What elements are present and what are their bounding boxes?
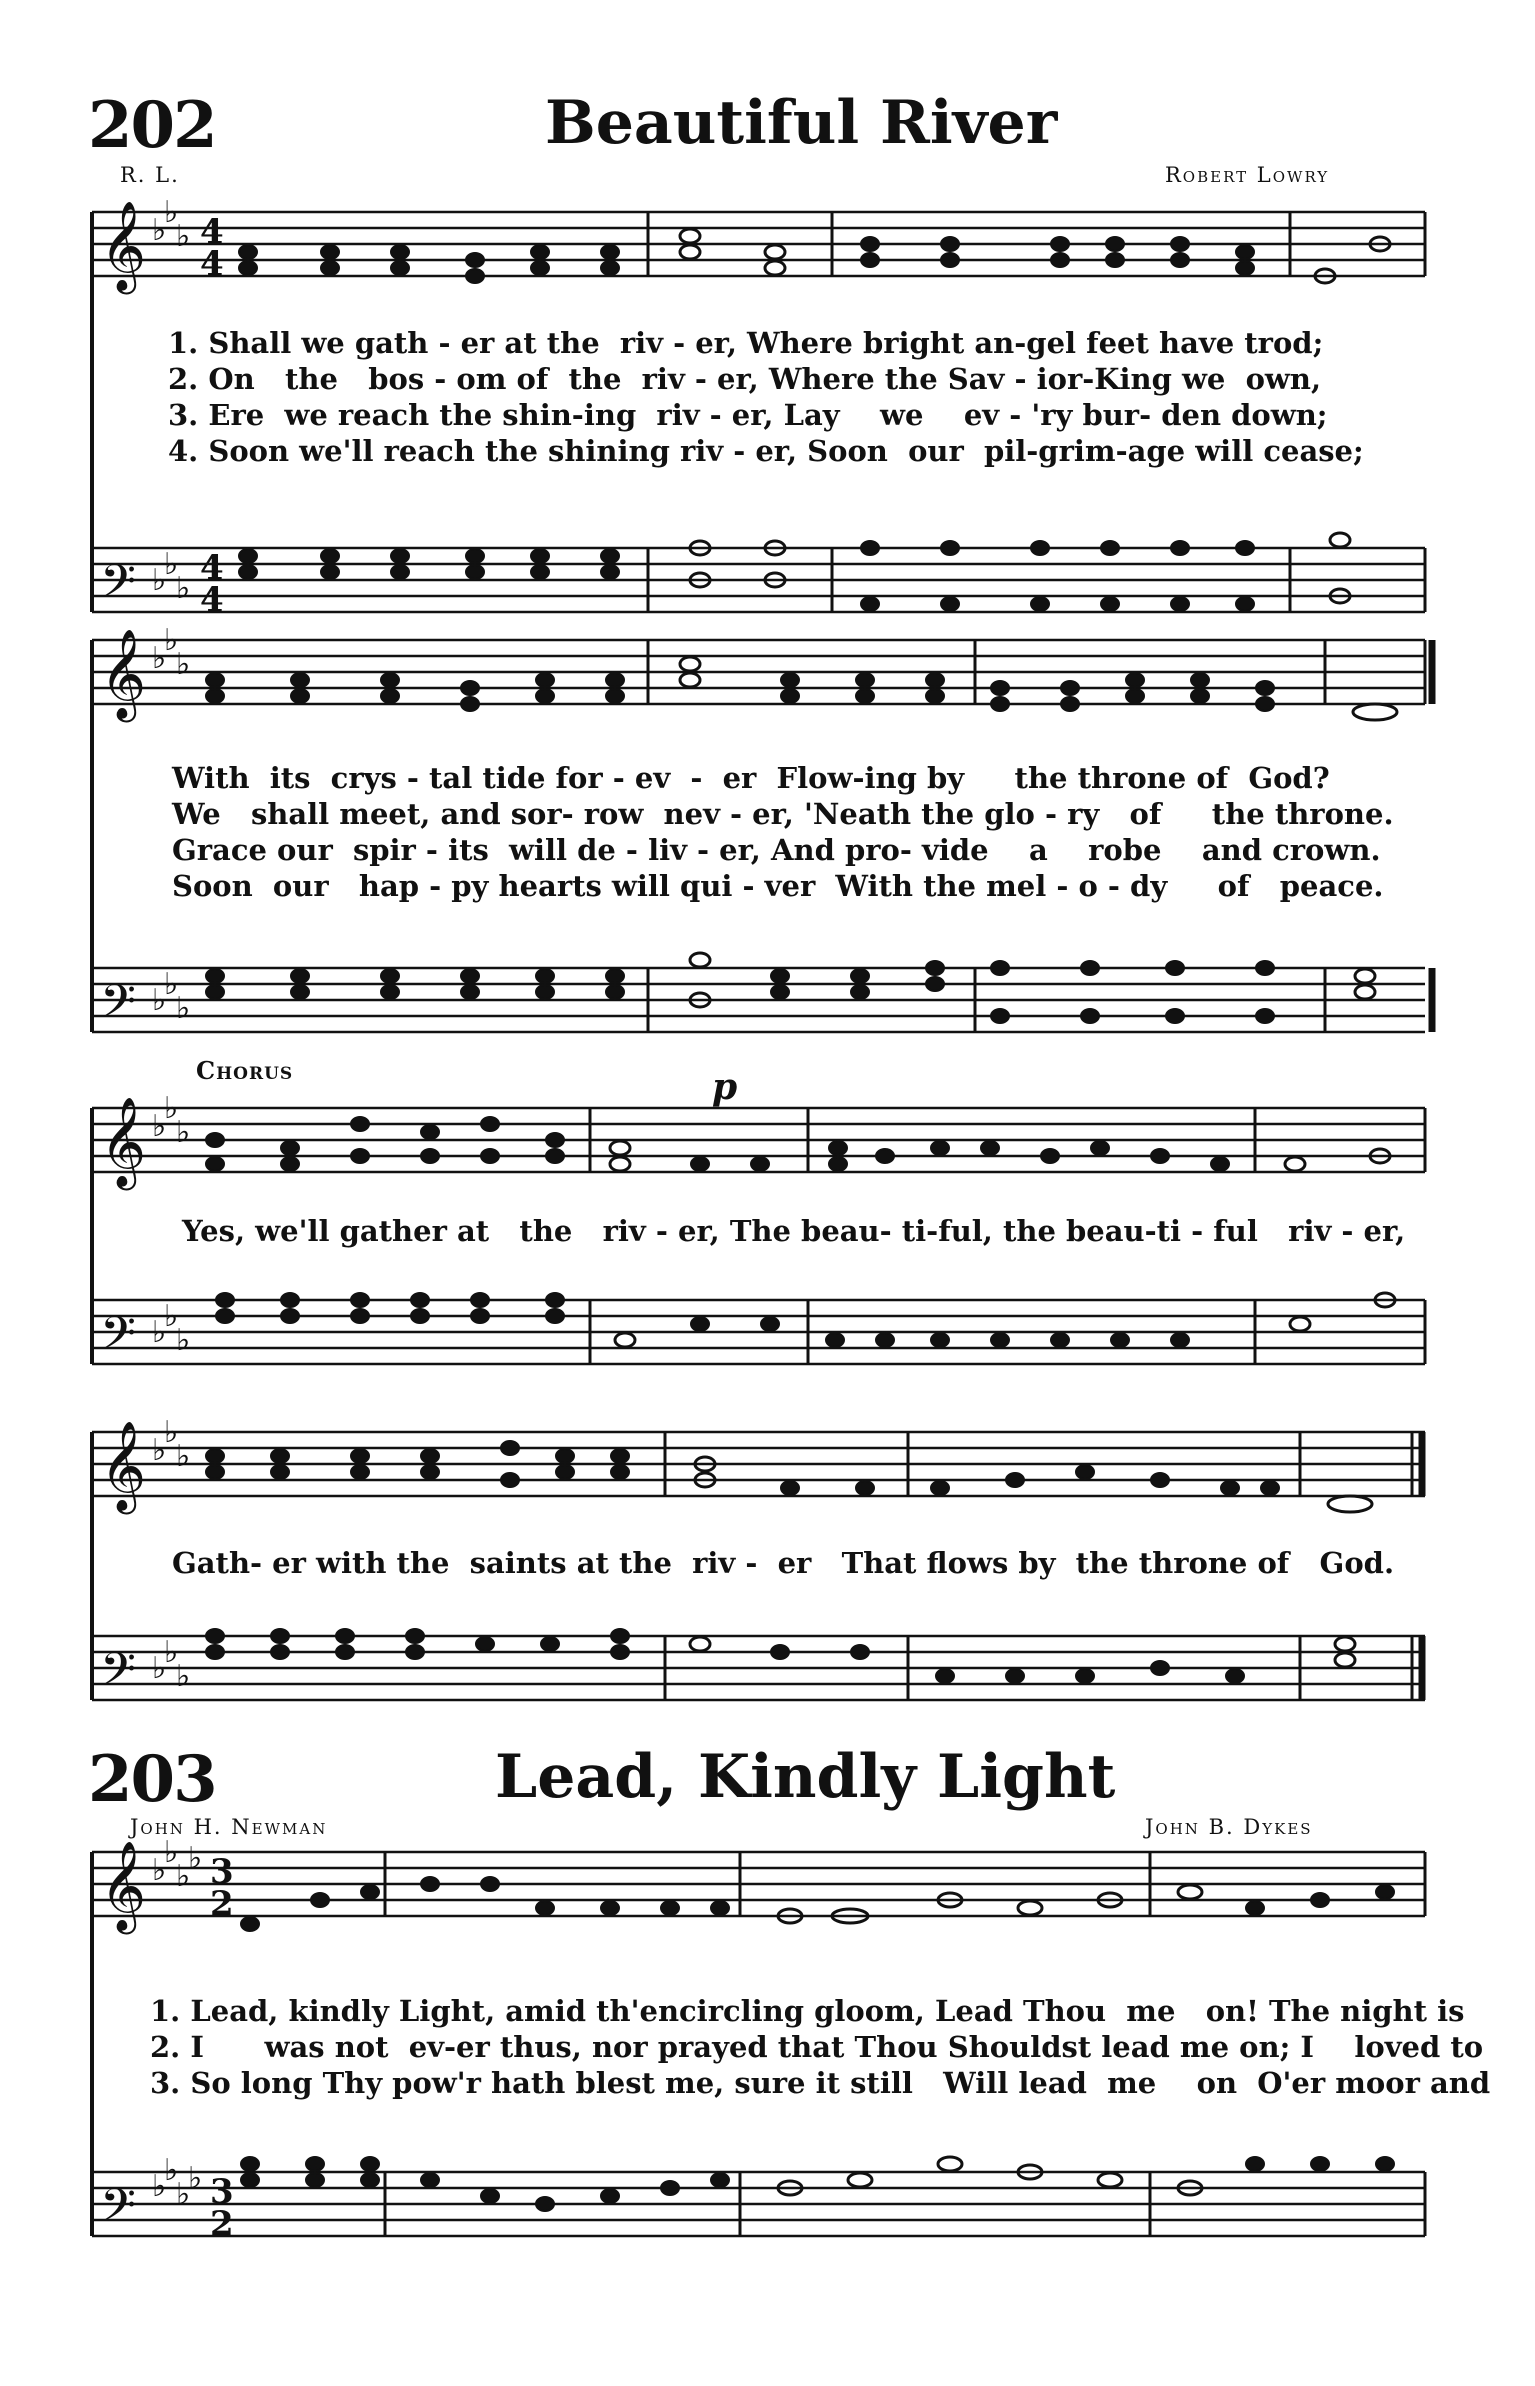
bass-clef-icon: 𝄢 <box>100 2179 137 2244</box>
bass-clef-icon: 𝄢 <box>100 1643 137 1708</box>
bass-staff-5 <box>92 2172 1425 2236</box>
verse-2-line-a: 2. On the bos - om of the riv - er, Where the Sav - ior-King we own, <box>168 362 1322 396</box>
bass-staff-4 <box>92 1636 1425 1700</box>
hymn-number-202: 202 <box>88 88 216 163</box>
svg-text:♭: ♭ <box>188 2161 203 2196</box>
treble-clef-icon: 𝄞 <box>100 201 147 291</box>
svg-text:4: 4 <box>200 212 224 252</box>
svg-text:♭: ♭ <box>176 1859 191 1894</box>
chorus-line-2: Gath- er with the saints at the riv - er That flows by the throne of God. <box>172 1546 1395 1580</box>
svg-text:2: 2 <box>210 1884 234 1924</box>
svg-text:♭: ♭ <box>164 547 179 582</box>
chorus-label: Chorus <box>196 1056 294 1085</box>
svg-text:♭: ♭ <box>152 213 167 248</box>
svg-text:♭: ♭ <box>164 195 179 230</box>
verse-1-line: 1. Lead, kindly Light, amid th'encircling gloom, Lead Thou me on! The night is <box>150 1994 1465 2028</box>
svg-text:♭: ♭ <box>152 641 167 676</box>
svg-text:♭: ♭ <box>152 1853 167 1888</box>
svg-text:2: 2 <box>210 2204 234 2244</box>
svg-text:♭: ♭ <box>176 1115 191 1150</box>
svg-text:♭: ♭ <box>176 571 191 606</box>
svg-text:♭: ♭ <box>164 1091 179 1126</box>
svg-text:♭: ♭ <box>164 1299 179 1334</box>
svg-text:4: 4 <box>200 580 224 620</box>
svg-text:♭: ♭ <box>176 991 191 1026</box>
verse-3-line-a: 3. Ere we reach the shin-ing riv - er, Lay we ev - 'ry bur- den down; <box>168 398 1328 432</box>
author-credit: R. L. <box>120 163 180 187</box>
composer-credit: Robert Lowry <box>1165 163 1330 187</box>
verse-3-line-b: Grace our spir - its will de - liv - er, And pro- vide a robe and crown. <box>172 833 1381 867</box>
key-signatures <box>152 195 202 2212</box>
svg-text:♭: ♭ <box>152 1651 167 1686</box>
svg-text:♭: ♭ <box>164 623 179 658</box>
hymn-number-203: 203 <box>88 1742 216 1817</box>
treble-clef-icon: 𝄞 <box>100 1841 147 1931</box>
svg-text:♭: ♭ <box>152 1109 167 1144</box>
svg-text:♭: ♭ <box>152 563 167 598</box>
svg-text:3: 3 <box>210 2172 234 2212</box>
svg-text:4: 4 <box>200 548 224 588</box>
svg-text:♭: ♭ <box>164 1415 179 1450</box>
svg-text:♭: ♭ <box>176 219 191 254</box>
verse-2-line-b: We shall meet, and sor- row nev - er, 'Neath the glo - ry of the throne. <box>172 797 1394 831</box>
svg-text:♭: ♭ <box>176 2177 191 2212</box>
svg-text:♭: ♭ <box>164 967 179 1002</box>
svg-text:♭: ♭ <box>164 1635 179 1670</box>
svg-text:♭: ♭ <box>152 983 167 1018</box>
treble-staff-5 <box>92 1852 1425 1916</box>
svg-text:3: 3 <box>210 1852 234 1892</box>
treble-clef-icon: 𝄞 <box>100 1421 147 1511</box>
dynamic-piano: p <box>712 1066 738 1108</box>
bass-clef-icon: 𝄢 <box>100 1307 137 1372</box>
svg-text:♭: ♭ <box>164 1835 179 1870</box>
svg-text:♭: ♭ <box>164 2153 179 2188</box>
bass-clef-icon: 𝄢 <box>100 555 137 620</box>
clefs <box>100 201 146 2244</box>
verse-2-line: 2. I was not ev-er thus, nor prayed that Thou Shouldst lead me on; I loved to <box>150 2030 1484 2064</box>
svg-text:♭: ♭ <box>152 1315 167 1350</box>
bass-clef-icon: 𝄢 <box>100 975 137 1040</box>
hymn-title-beautiful-river: Beautiful River <box>545 88 1058 158</box>
svg-text:♭: ♭ <box>176 1659 191 1694</box>
svg-text:♭: ♭ <box>188 1841 203 1876</box>
treble-staff-1 <box>92 212 1425 276</box>
verse-1-line-a: 1. Shall we gath - er at the riv - er, Where bright an-gel feet have trod; <box>168 326 1324 360</box>
svg-text:♭: ♭ <box>176 1439 191 1474</box>
svg-text:♭: ♭ <box>176 647 191 682</box>
bass-staff-1 <box>92 548 1425 612</box>
verse-3-line: 3. So long Thy pow'r hath blest me, sure it still Will lead me on O'er moor and <box>150 2066 1491 2100</box>
svg-text:♭: ♭ <box>152 1433 167 1468</box>
hymn-title-lead-kindly-light: Lead, Kindly Light <box>495 1742 1116 1812</box>
chorus-line-1: Yes, we'll gather at the riv - er, The beau- ti-ful, the beau-ti - ful riv - er, <box>182 1214 1406 1248</box>
author-credit: John H. Newman <box>130 1815 328 1839</box>
verse-4-line-a: 4. Soon we'll reach the shining riv - er, Soon our pil-grim-age will cease; <box>168 434 1364 468</box>
treble-clef-icon: 𝄞 <box>100 629 147 719</box>
treble-clef-icon: 𝄞 <box>100 1097 147 1187</box>
svg-text:♭: ♭ <box>176 1323 191 1358</box>
svg-text:♭: ♭ <box>152 2169 167 2204</box>
composer-credit: John B. Dykes <box>1145 1815 1313 1839</box>
verse-1-line-b: With its crys - tal tide for - ev - er Flow-ing by the throne of God? <box>172 761 1330 795</box>
verse-4-line-b: Soon our hap - py hearts will qui - ver With the mel - o - dy of peace. <box>172 869 1384 903</box>
svg-text:4: 4 <box>200 244 224 284</box>
